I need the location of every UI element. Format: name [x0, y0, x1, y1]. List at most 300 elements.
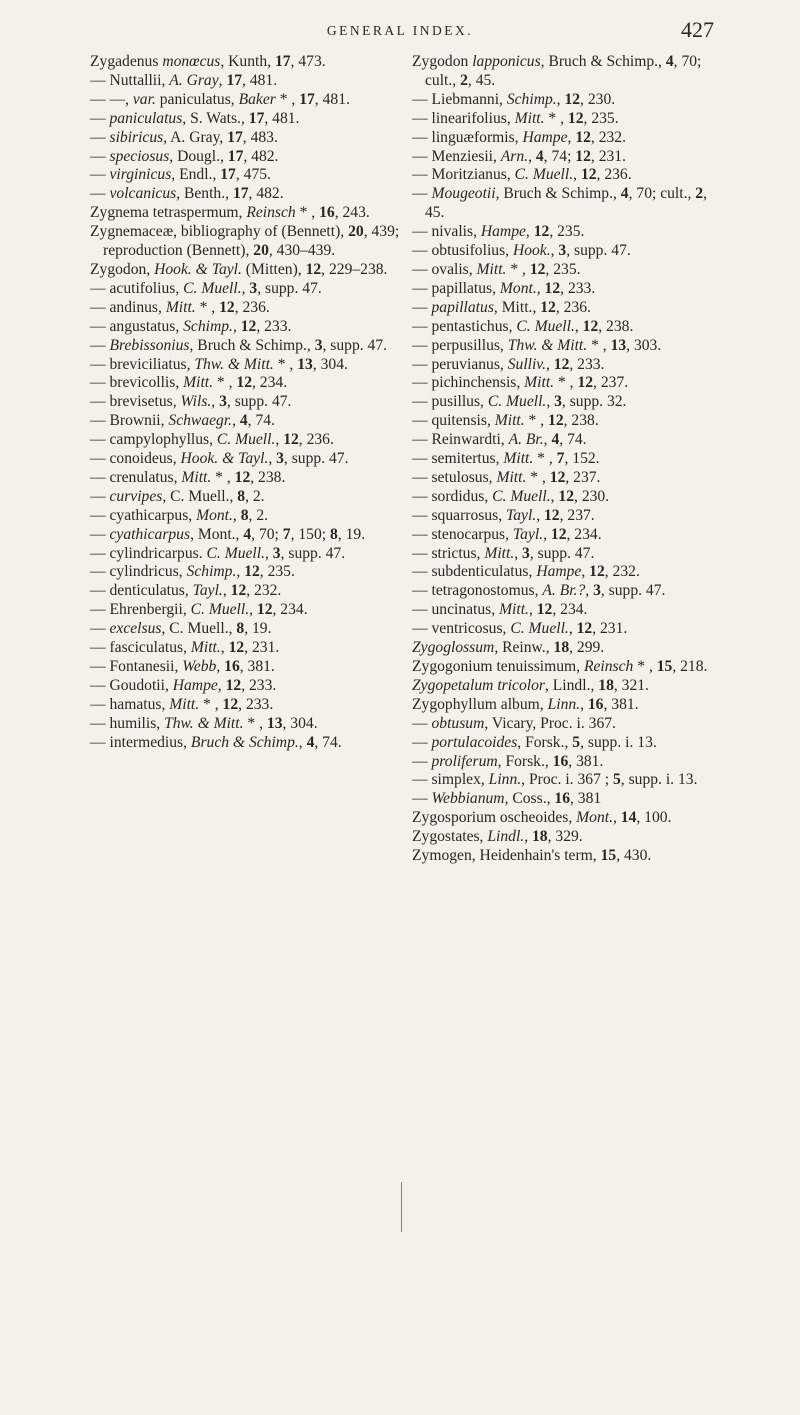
entry-text: — hamatus, [90, 695, 170, 713]
volume-number: 8 [237, 487, 246, 505]
entry-text: — brevisetus, [90, 393, 181, 411]
entry-text: , [536, 279, 545, 297]
italic-text: C. Muell. [190, 601, 250, 619]
index-entry [412, 715, 730, 734]
index-entry [412, 185, 730, 223]
index-entry [90, 545, 420, 564]
italic-text: monœcus [162, 53, 221, 70]
volume-number: 15 [600, 847, 617, 865]
entry-text: , [241, 279, 250, 297]
volume-number: 4 [306, 733, 315, 751]
entry-text: , [546, 393, 555, 411]
entry-text: , 321. [613, 676, 649, 694]
index-entry [90, 488, 420, 507]
entry-text: — conoideus, [90, 450, 181, 468]
italic-text: Thw. & Mitt. [507, 336, 588, 354]
entry-text: , [550, 487, 559, 505]
index-entry [412, 431, 730, 450]
italic-text: C. Muell. [510, 620, 569, 638]
index-entry [412, 280, 730, 299]
volume-number: 5 [613, 771, 621, 789]
entry-text: * , [273, 355, 298, 373]
italic-text: Webb [182, 658, 217, 675]
entry-text: — papillatus, [412, 279, 500, 297]
index-entry [412, 488, 730, 507]
volume-number: 17 [220, 166, 236, 184]
entry-text: , [573, 166, 581, 184]
volume-number: 12 [540, 298, 556, 316]
entry-text: — [90, 128, 110, 146]
entry-text: , 233. [569, 355, 605, 373]
entry-text: , Vicary, Proc. i. 367. [484, 714, 616, 732]
entry-text: , 238. [250, 468, 286, 486]
italic-text: Mitt. [183, 374, 214, 392]
entry-text: , 237. [593, 374, 629, 392]
entry-text: , S. Wats., [182, 109, 249, 127]
page-number: 427 [681, 17, 714, 42]
index-entry [412, 601, 730, 620]
entry-text: — Liebmanni, [412, 90, 507, 108]
entry-text: , [525, 223, 534, 241]
entry-text: , Kunth, [220, 53, 275, 70]
entry-text: , 233. [560, 279, 596, 297]
italic-text: Reinsch [246, 204, 296, 222]
entry-text: , 232. [590, 128, 626, 146]
index-entry [412, 582, 730, 601]
italic-text: Schwaegr. [168, 412, 233, 430]
index-entry [412, 847, 730, 866]
italic-text: Thw. & Mitt. [194, 355, 274, 373]
entry-text: * , [213, 374, 237, 392]
entry-text: , 304. [312, 355, 348, 373]
entry-text: * , [554, 374, 578, 392]
entry-text: , 231. [244, 639, 280, 657]
entry-text: , [524, 828, 532, 846]
entry-text: — —, [90, 90, 133, 108]
entry-text: , 439; reproduction (Bennett), [103, 223, 400, 260]
italic-text: Mitt. [524, 374, 555, 392]
entry-text: , 45. [467, 71, 496, 89]
entry-text: , 381. [603, 695, 639, 713]
italic-text: Webbianum [431, 790, 505, 808]
italic-text: Sulliv. [507, 355, 546, 373]
volume-number: 20 [348, 223, 364, 241]
entry-text: — intermedius, [90, 733, 191, 751]
volume-number: 4 [243, 525, 252, 543]
entry-text: — linearifolius, [412, 109, 515, 127]
entry-text: , 150; [290, 525, 330, 543]
index-entry [412, 148, 730, 167]
index-entry [90, 601, 420, 620]
entry-text: , 233. [241, 676, 277, 694]
entry-text: , 235. [549, 223, 585, 241]
volume-number: 15 [656, 658, 673, 675]
entry-text: , 304. [282, 714, 318, 732]
volume-number: 8 [330, 525, 338, 543]
index-entry [412, 91, 730, 110]
index-entry [90, 204, 420, 223]
entry-text: , 229–238. [321, 260, 388, 278]
index-entry [90, 393, 420, 412]
entry-text: * , [506, 260, 530, 278]
index-column-left [90, 53, 420, 753]
entry-text: , [264, 544, 273, 562]
italic-text: sibiricus [109, 128, 164, 146]
index-entry [412, 828, 730, 847]
entry-text: , 430–439. [268, 242, 336, 260]
entry-text: — sordidus, [412, 487, 493, 505]
entry-text: , 100. [636, 809, 672, 827]
italic-text: Mougeotii [431, 185, 496, 203]
index-entry [90, 412, 420, 431]
volume-number: 18 [598, 676, 614, 694]
entry-text: , 232. [246, 582, 282, 600]
entry-text: * , [633, 658, 657, 675]
italic-text: C. Muell. [216, 431, 276, 449]
italic-text: Hook. & Tayl. [180, 450, 269, 468]
entry-text: , 231. [592, 620, 628, 638]
entry-text: , Reinw., [494, 639, 554, 657]
index-entry [412, 412, 730, 431]
italic-text: Mitt. [169, 695, 200, 713]
italic-text: Lindl. [487, 828, 525, 846]
entry-text: , 329. [547, 828, 583, 846]
entry-text: , 481. [242, 71, 278, 89]
volume-number: 16 [587, 695, 604, 713]
running-head [0, 17, 800, 47]
italic-text: Mont. [196, 506, 233, 524]
volume-number: 12 [225, 676, 242, 694]
italic-text: lapponicus [472, 53, 541, 70]
entry-text: — Goudotii, [90, 676, 173, 694]
index-entry [412, 677, 730, 696]
entry-text: — [90, 525, 110, 543]
volume-number: 12 [529, 260, 546, 278]
volume-number: 4 [620, 185, 629, 203]
entry-text: — acutifolius, [90, 279, 184, 297]
index-entry [90, 696, 420, 715]
entry-text: , 381. [568, 752, 604, 770]
entry-text: , 237. [559, 506, 595, 524]
volume-number: 17 [227, 147, 244, 165]
italic-text: papillatus [431, 298, 494, 316]
index-entry [412, 53, 730, 91]
index-entry [90, 166, 420, 185]
italic-text: Mitt. [476, 260, 507, 278]
entry-text: , supp. 47. [257, 279, 322, 297]
index-entry [412, 563, 730, 582]
entry-text: — Brownii, [90, 412, 169, 430]
index-entry [90, 129, 420, 148]
italic-text: A. Br. [508, 431, 544, 449]
entry-text: (Mitten), [241, 260, 306, 278]
entry-text: — cylindricus, [90, 563, 187, 581]
column-rule [401, 1182, 402, 1232]
index-entry [412, 545, 730, 564]
italic-text: Schimp. [186, 563, 237, 581]
italic-text: portulacoides [431, 733, 518, 751]
entry-text: , 381 [569, 790, 602, 808]
entry-text: , 45. [425, 185, 707, 222]
entry-text: , 74. [559, 431, 587, 449]
index-entry [412, 223, 730, 242]
entry-text: , Dougl., [169, 147, 228, 165]
entry-text: , 482. [243, 147, 279, 165]
volume-number: 12 [240, 317, 257, 335]
entry-text: — [90, 147, 110, 165]
entry-text: Zygnema tetraspermum, [90, 204, 247, 222]
entry-text: , A. Gray, [163, 128, 228, 146]
italic-text: Mitt. [165, 298, 196, 316]
italic-text: Hook. & Tayl. [154, 260, 242, 278]
index-entry [90, 563, 420, 582]
italic-text: C. Muell. [183, 279, 242, 297]
index-entry [90, 261, 420, 280]
volume-number: 17 [299, 90, 315, 108]
entry-text: , 232. [604, 563, 640, 581]
volume-number: 3 [554, 393, 562, 411]
index-entry [412, 261, 730, 280]
entry-text: , 230. [580, 90, 616, 108]
entry-text: Zygosporium oscheoides, [412, 809, 577, 827]
volume-number: 12 [544, 506, 560, 524]
entry-text: — Ehrenbergii, [90, 601, 191, 619]
italic-text: volcanicus [109, 185, 177, 203]
volume-number: 2 [460, 71, 468, 89]
entry-text: , Forsk., [517, 733, 573, 751]
entry-text: , Benth., [176, 185, 233, 203]
volume-number: 12 [589, 563, 605, 581]
entry-text: * , [295, 204, 320, 222]
entry-text: , 234. [252, 374, 288, 392]
italic-text: cyathicarpus [109, 525, 191, 543]
entry-text: , [236, 563, 245, 581]
entry-text: — [412, 185, 432, 203]
entry-text: , supp. i. 13. [580, 733, 657, 751]
entry-text: , Bruch & Schimp., [189, 336, 315, 354]
italic-text: Mitt. [503, 450, 534, 468]
index-entry [90, 715, 420, 734]
volume-number: 8 [236, 620, 245, 638]
italic-text: Baker [238, 90, 276, 108]
entry-text: , 236. [298, 431, 334, 449]
volume-number: 12 [536, 601, 553, 619]
index-entry [90, 148, 420, 167]
italic-text: Zygoglossum [412, 639, 495, 657]
entry-text: , 70; [251, 525, 283, 543]
entry-text: , [543, 431, 552, 449]
volume-number: 3 [593, 582, 601, 600]
italic-text: Hampe [172, 676, 218, 694]
entry-text: — pentastichus, [412, 317, 517, 335]
entry-text: * , [195, 298, 220, 316]
italic-text: Hook. [512, 242, 551, 260]
index-entry [90, 677, 420, 696]
index-entry [412, 393, 730, 412]
volume-number: 12 [577, 374, 594, 392]
italic-text: Brebissonius [109, 336, 190, 354]
entry-text: Zygogonium tenuissimum, [412, 658, 584, 675]
entry-text: , 152. [564, 450, 600, 468]
index-entry [90, 734, 420, 753]
entry-text: , 234. [272, 601, 308, 619]
volume-number: 17 [227, 128, 243, 146]
index-entry [412, 658, 730, 677]
index-entry [412, 639, 730, 658]
entry-text: — Reinwardti, [412, 431, 509, 449]
entry-text: , [275, 431, 284, 449]
entry-text: — breviciliatus, [90, 355, 195, 373]
entry-text: , Bruch & Schimp., [540, 53, 666, 70]
italic-text: speciosus [109, 147, 170, 165]
index-entry [412, 166, 730, 185]
index-entry [90, 223, 420, 261]
volume-number: 18 [532, 828, 548, 846]
index-entry [90, 469, 420, 488]
entry-text: , 235. [583, 109, 619, 127]
entry-text: , [528, 601, 537, 619]
entry-text: , Mont., [190, 525, 244, 543]
entry-text: Zygnemaceæ, bibliography of (Bennett), [90, 223, 349, 241]
entry-text: — [412, 752, 432, 770]
entry-text: , Forsk., [497, 752, 553, 770]
entry-text: * , [524, 412, 549, 430]
entry-text: , supp. 47. [283, 450, 349, 468]
entry-text: , C. Muell., [161, 620, 237, 638]
entry-text: — denticulatus, [90, 582, 193, 600]
index-entry [90, 356, 420, 375]
volume-number: 12 [230, 582, 247, 600]
volume-number: 17 [274, 53, 291, 70]
running-title: GENERAL INDEX. [326, 23, 474, 38]
entry-text: , [217, 676, 226, 694]
entry-text: , 483. [242, 128, 278, 146]
entry-text: Zygophyllum album, [412, 695, 548, 713]
entry-text: — peruvianus, [412, 355, 508, 373]
volume-number: 12 [576, 620, 593, 638]
entry-text: , 218. [672, 658, 708, 675]
index-entry [90, 620, 420, 639]
entry-text: , 243. [334, 204, 370, 222]
italic-text: Hampe [536, 563, 582, 581]
entry-text: — Fontanesii, [90, 658, 183, 675]
entry-text: , [232, 317, 241, 335]
entry-text: , 19. [337, 525, 366, 543]
volume-number: 3 [272, 544, 281, 562]
italic-text: Mitt. [494, 412, 525, 430]
italic-text: A. Br.? [542, 582, 586, 600]
italic-text: C. Muell. [487, 393, 547, 411]
index-entry [90, 299, 420, 318]
entry-text: — quitensis, [412, 412, 495, 430]
entry-text: — Moritzianus, [412, 166, 515, 184]
volume-number: 12 [549, 468, 566, 486]
entry-text: — subdenticulatus, [412, 563, 537, 581]
italic-text: paniculatus [109, 109, 183, 127]
entry-text: , supp. 47. [529, 544, 595, 562]
italic-text: Bruch & Schimp. [190, 733, 299, 751]
volume-number: 12 [575, 147, 591, 165]
entry-text: — obtusifolius, [412, 242, 513, 260]
entry-text: , [568, 620, 577, 638]
entry-text: — linguæformis, [412, 128, 523, 146]
volume-number: 12 [550, 525, 567, 543]
volume-number: 17 [226, 71, 243, 89]
entry-text: , 236. [234, 298, 270, 316]
index-entry [90, 658, 420, 677]
entry-text: , 233. [256, 317, 292, 335]
entry-text: , 235. [545, 260, 581, 278]
entry-text: Zygadenus [90, 53, 163, 70]
entry-text: , [298, 733, 307, 751]
entry-text: * , [533, 450, 557, 468]
index-column-right [412, 53, 730, 866]
entry-text: paniculatus, [155, 90, 239, 108]
volume-number: 16 [224, 658, 240, 675]
volume-number: 3 [219, 393, 227, 411]
index-entry [412, 337, 730, 356]
italic-text: Mitt. [496, 468, 527, 486]
index-entry [412, 753, 730, 772]
entry-text: — squarrosus, [412, 506, 506, 524]
entry-text: , supp. i. 13. [620, 771, 698, 789]
entry-text: , supp. 47. [280, 544, 346, 562]
italic-text: Linn. [547, 695, 581, 713]
index-entry [412, 450, 730, 469]
entry-text: — fasciculatus, [90, 639, 191, 657]
volume-number: 12 [582, 317, 599, 335]
italic-text: virginicus [109, 166, 172, 184]
entry-text: , 70; cult., [628, 185, 696, 203]
entry-text: — strictus, [412, 544, 485, 562]
volume-number: 12 [219, 298, 235, 316]
italic-text: Mitt. [484, 544, 515, 562]
entry-text: , [216, 658, 225, 675]
entry-text: , supp. 47. [226, 393, 292, 411]
entry-text: Zymogen, Heidenhain's term, [412, 847, 601, 865]
entry-text: , [220, 639, 229, 657]
index-entry [412, 129, 730, 148]
entry-text: , [550, 242, 559, 260]
entry-text: * , [544, 109, 568, 127]
entry-text: , 2. [245, 487, 265, 505]
index-entry [412, 507, 730, 526]
entry-text: , [536, 506, 544, 524]
entry-text: , [249, 601, 257, 619]
entry-text: * , [211, 468, 235, 486]
italic-text: Mitt. [181, 468, 212, 486]
entry-text: , supp. 47. [322, 336, 388, 354]
entry-text: — pichinchensis, [412, 374, 525, 392]
entry-text: , Bruch & Schimp., [495, 185, 621, 203]
volume-number: 4 [239, 412, 248, 430]
italic-text: Arn. [500, 147, 529, 165]
volume-number: 8 [240, 506, 249, 524]
volume-number: 12 [305, 260, 322, 278]
entry-text: , 237. [565, 468, 601, 486]
entry-text: , 236. [555, 298, 591, 316]
index-entry [90, 110, 420, 129]
entry-text: * , [199, 695, 223, 713]
entry-text: , [232, 506, 241, 524]
entry-text: , [543, 525, 551, 543]
index-entry [90, 337, 420, 356]
entry-text: , 74. [314, 733, 342, 751]
index-entry [412, 318, 730, 337]
volume-number: 12 [580, 166, 597, 184]
italic-text: Tayl. [192, 582, 223, 600]
entry-text: — nivalis, [412, 223, 481, 241]
